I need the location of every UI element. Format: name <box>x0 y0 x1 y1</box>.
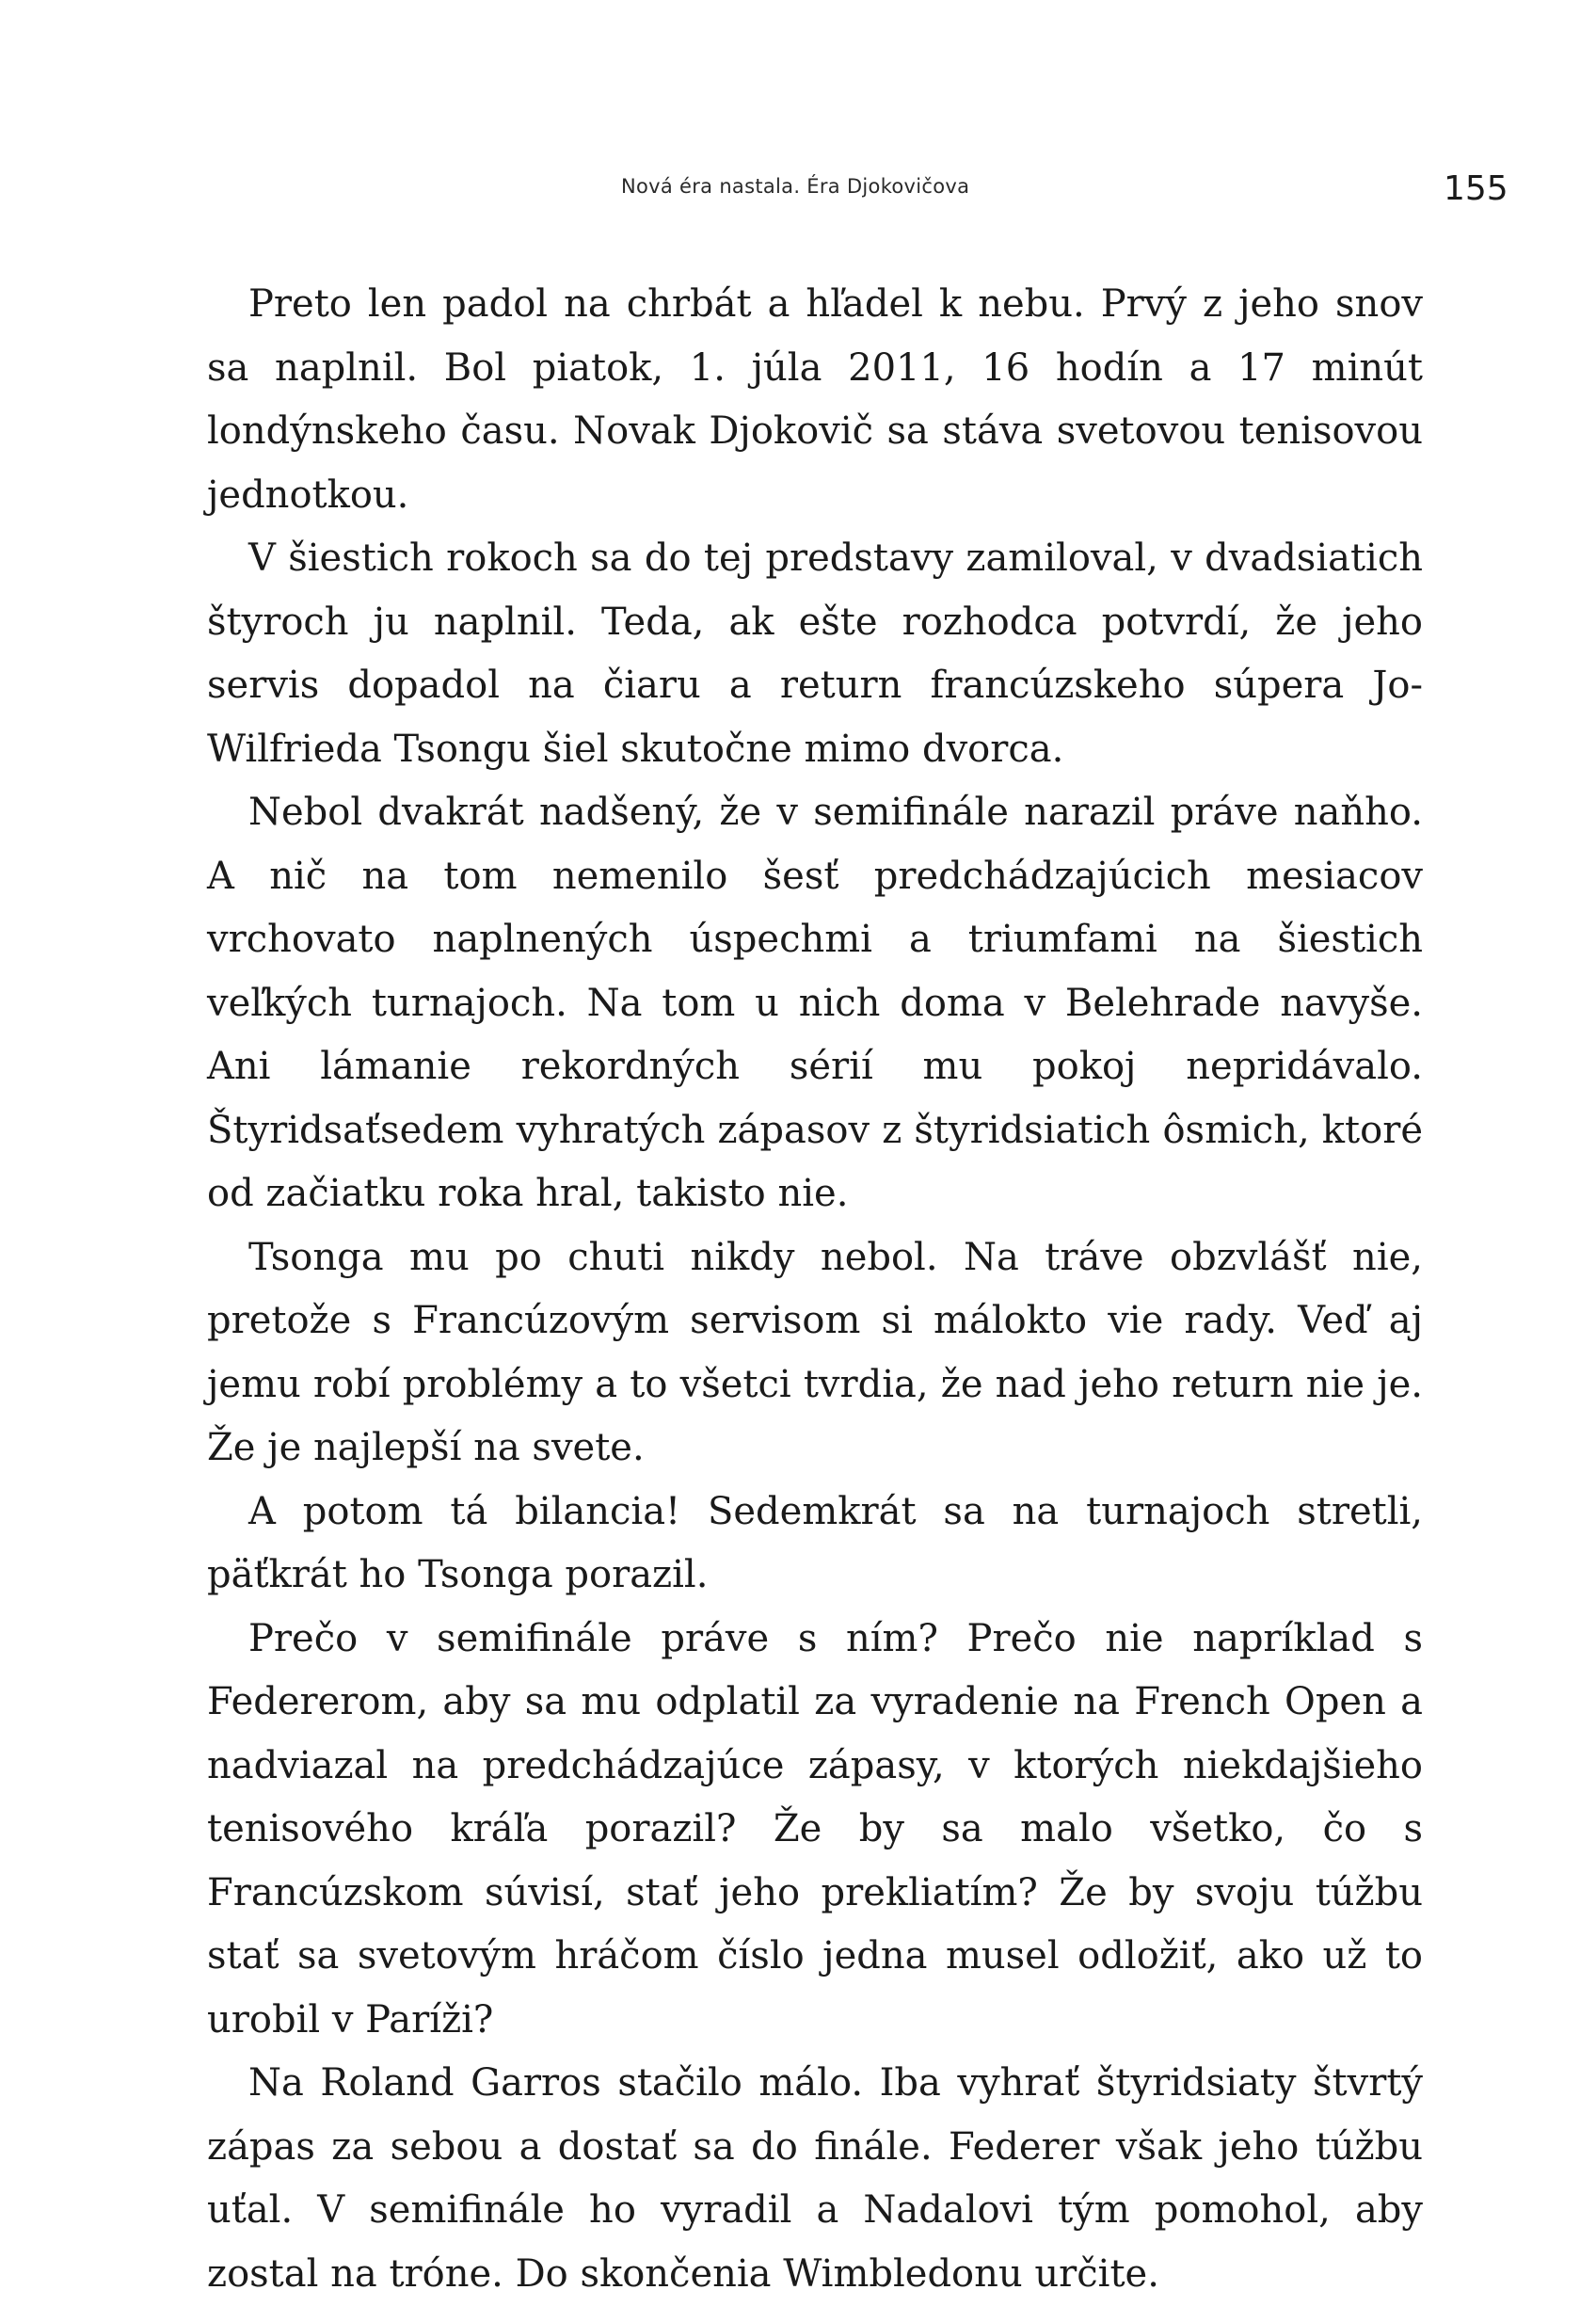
paragraph: Nebol dvakrát nadšený, že v semifinále narazil práve naňho. A nič na tom nemenilo šesť predchádzajúcich mesiacov vrchovato naplnených úspechmi a triumfami na šiestich veľkých turnajoch. Na tom u nich doma v Belehrade navyše. Ani lámanie rekordných sérií mu pokoj nepridávalo. Štyridsaťsedem vyhratých zápasov z štyridsiatich ôsmich, ktoré od začiatku roka hral, takisto nie. <box>207 791 1423 1215</box>
running-title: Nová éra nastala. Éra Djokovičova <box>621 175 970 198</box>
body-text <box>207 273 1423 2306</box>
paragraph: Preto len padol na chrbát a hľadel k nebu. Prvý z jeho snov sa naplnil. Bol piatok, 1. júla 2011, 16 hodín a 17 minút londýnskeho času. Novak Djokovič sa stáva svetovou tenisovou jednotkou. <box>207 282 1423 517</box>
paragraph: Tsonga mu po chuti nikdy nebol. Na tráve obzvlášť nie, pretože s Francúzovým servisom si málokto vie rady. Veď aj jemu robí problémy a to všetci tvrdia, že nad jeho return nie je. Že je najlepší na svete. <box>207 1235 1423 1469</box>
paragraph: V šiestich rokoch sa do tej predstavy zamiloval, v dvadsiatich štyroch ju naplnil. Teda, ak ešte rozhodca potvrdí, že jeho servis dopadol na čiaru a return francúzskeho súpera Jo-Wilfrieda Tsongu šiel skutočne mimo dvorca. <box>207 536 1423 771</box>
paragraph: A potom tá bilancia! Sedemkrát sa na turnajoch stretli, päťkrát ho Tsonga porazil. <box>207 1489 1423 1596</box>
page-number: 155 <box>1444 169 1508 208</box>
paragraph: Na Roland Garros stačilo málo. Iba vyhrať štyridsiaty štvrtý zápas za sebou a dostať sa do finále. Federer však jeho túžbu uťal. V semifinále ho vyradil a Nadalovi tým pomohol, aby zostal na tróne. Do skončenia Wimbledonu určite. <box>207 2061 1423 2296</box>
paragraph: Prečo v semifinále práve s ním? Prečo nie napríklad s Federerom, aby sa mu odplatil za vyradenie na French Open a nadviazal na predchádzajúce zápasy, v ktorých niekdajšieho tenisového kráľa porazil? Že by sa malo všetko, čo s Francúzskom súvisí, stať jeho prekliatím? Že by svoju túžbu stať sa svetovým hráčom číslo jedna musel odložiť, ako už to urobil v Paríži? <box>207 1616 1423 2042</box>
